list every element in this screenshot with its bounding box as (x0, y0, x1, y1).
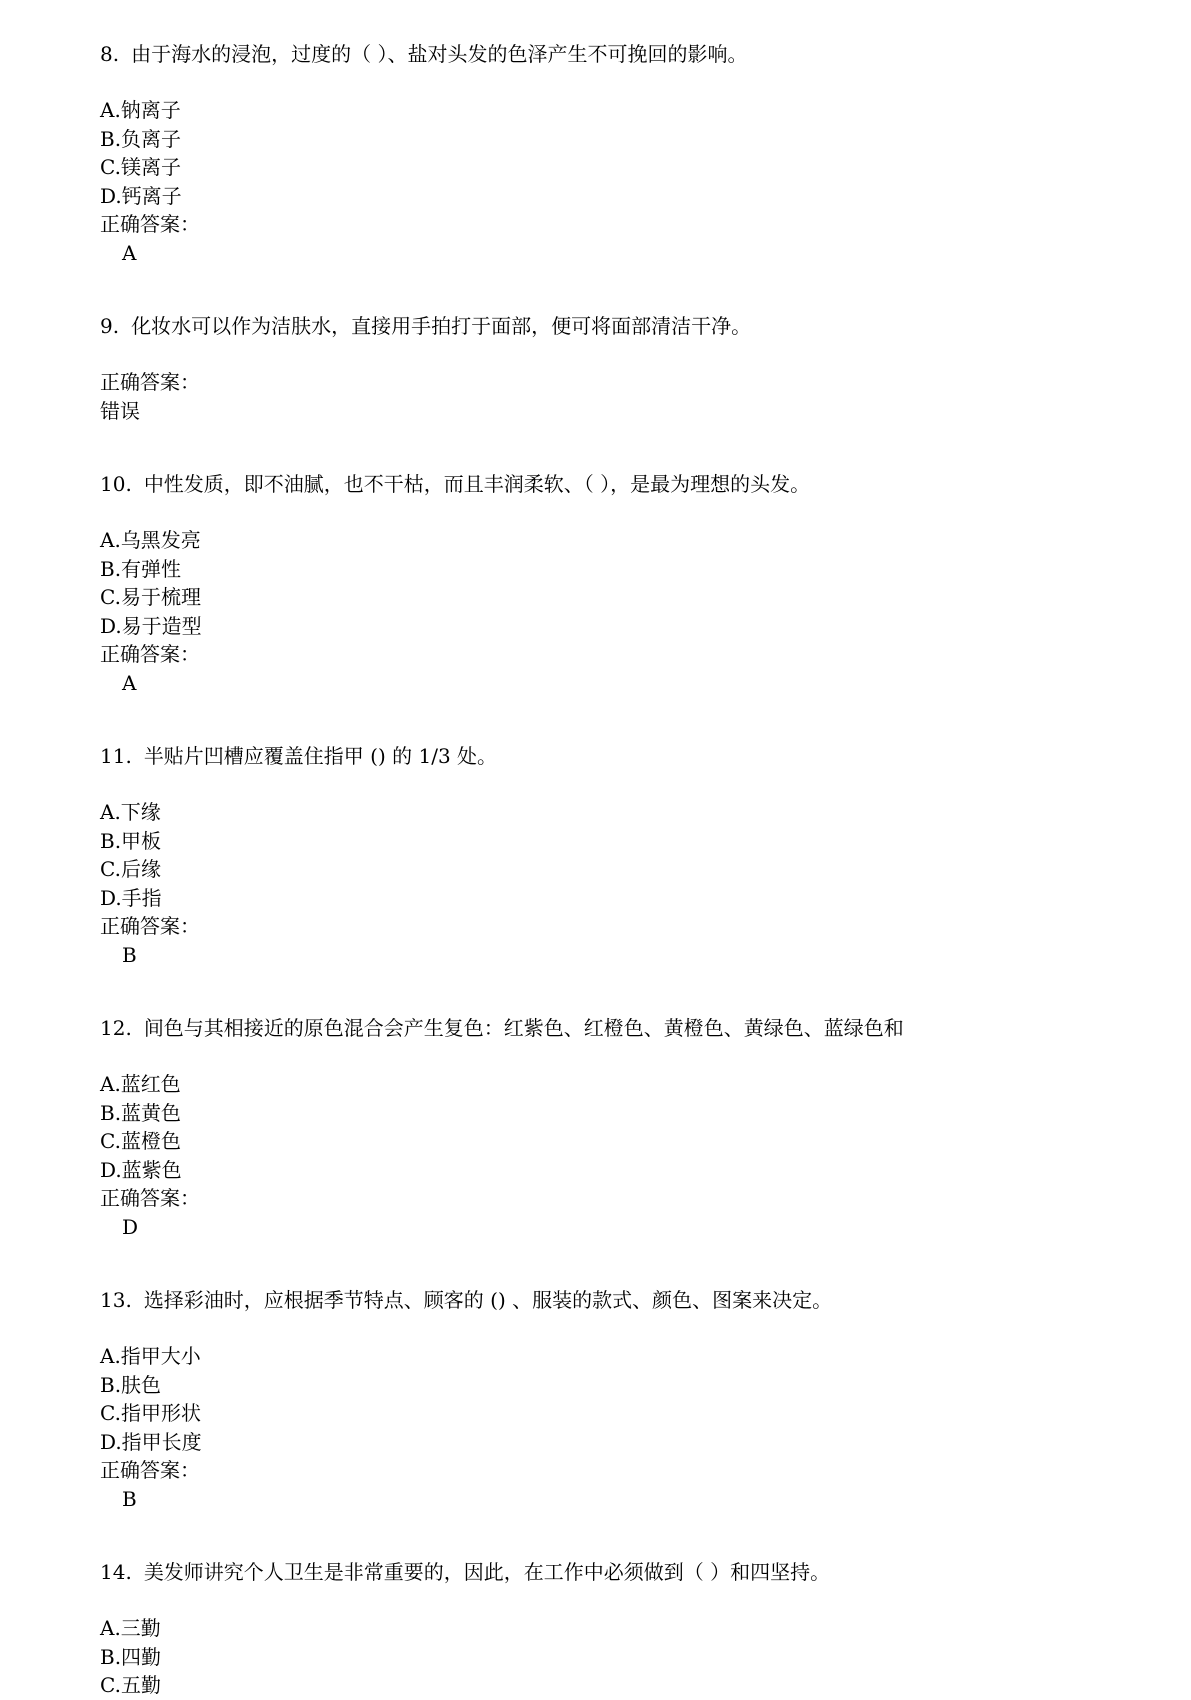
option-a: A.蓝红色 (100, 1072, 181, 1096)
option-b: B.有弹性 (100, 556, 182, 581)
answer-label: 正确答案： (100, 370, 200, 394)
answer-label: 正确答案： (100, 1186, 200, 1210)
option-c: C.镁离子 (100, 155, 181, 179)
option-c: C.易于梳理 (100, 585, 201, 609)
question-text: 选择彩油时，应根据季节特点、顾客的 () 、服装的款式、颜色、图案来决定。 (143, 1288, 833, 1312)
question-stem (100, 40, 1140, 68)
option-b: B.四勤 (100, 1644, 162, 1669)
question-text: 中性发质，即不油腻，也不干枯，而且丰润柔软、（ ），是最为理想的头发。 (143, 472, 811, 496)
question-10 (100, 470, 1140, 697)
option-d: D.易于造型 (100, 613, 202, 638)
question-stem (100, 742, 1140, 770)
question-text: 由于海水的浸泡，过度的（ ）、盐对头发的色泽产生不可挽回的影响。 (131, 42, 748, 66)
question-9 (100, 312, 1140, 425)
option-list (100, 526, 1140, 640)
option-a: A.三勤 (100, 1616, 161, 1640)
option-c: C.五勤 (100, 1673, 161, 1697)
option-a: A.下缘 (100, 800, 161, 824)
answer-label: 正确答案： (100, 642, 200, 666)
answer-value: 错误 (100, 398, 140, 423)
question-number: 8. (100, 42, 120, 66)
question-number: 14. (100, 1560, 132, 1584)
option-list (100, 798, 1140, 912)
answer-label: 正确答案： (100, 212, 200, 236)
question-number: 13. (100, 1288, 132, 1312)
option-d: D.蓝紫色 (100, 1157, 182, 1182)
answer-value: A (122, 670, 137, 695)
option-d: D.钙离子 (100, 183, 182, 208)
option-d: D.指甲长度 (100, 1429, 202, 1454)
option-a: A.钠离子 (100, 98, 181, 122)
option-list (100, 1614, 1140, 1700)
option-d: D.手指 (100, 885, 162, 910)
option-c: C.指甲形状 (100, 1401, 201, 1425)
option-b: B.负离子 (100, 126, 182, 151)
option-list (100, 1342, 1140, 1456)
answer-value: B (122, 1486, 137, 1511)
answer-value: B (122, 942, 137, 967)
question-stem (100, 312, 1140, 340)
answer-label: 正确答案： (100, 914, 200, 938)
answer-value: D (122, 1214, 139, 1239)
option-list (100, 1070, 1140, 1184)
question-number: 11. (100, 744, 132, 768)
question-number: 10. (100, 472, 132, 496)
question-stem (100, 1286, 1140, 1314)
option-a: A.乌黑发亮 (100, 528, 201, 552)
option-list (100, 96, 1140, 210)
question-8 (100, 40, 1140, 267)
option-b: B.蓝黄色 (100, 1100, 182, 1125)
question-11 (100, 742, 1140, 969)
question-number: 12. (100, 1016, 132, 1040)
question-stem (100, 1014, 1140, 1042)
option-b: B.甲板 (100, 828, 162, 853)
option-c: C.后缘 (100, 857, 161, 881)
question-number: 9. (100, 314, 120, 338)
question-text: 半贴片凹槽应覆盖住指甲 () 的 1/3 处。 (143, 744, 498, 768)
question-12 (100, 1014, 1140, 1241)
question-14 (100, 1558, 1140, 1700)
option-a: A.指甲大小 (100, 1344, 201, 1368)
question-stem (100, 470, 1140, 498)
exam-page (100, 40, 1140, 1700)
question-text: 美发师讲究个人卫生是非常重要的，因此，在工作中必须做到（ ）和四坚持。 (143, 1560, 831, 1584)
question-13 (100, 1286, 1140, 1513)
option-b: B.肤色 (100, 1372, 162, 1397)
answer-label: 正确答案： (100, 1458, 200, 1482)
answer-value: A (122, 240, 137, 265)
question-text: 化妆水可以作为洁肤水，直接用手拍打于面部，便可将面部清洁干净。 (131, 314, 752, 338)
question-stem (100, 1558, 1140, 1586)
option-c: C.蓝橙色 (100, 1129, 181, 1153)
question-text: 间色与其相接近的原色混合会产生复色：红紫色、红橙色、黄橙色、黄绿色、蓝绿色和 (143, 1016, 904, 1040)
